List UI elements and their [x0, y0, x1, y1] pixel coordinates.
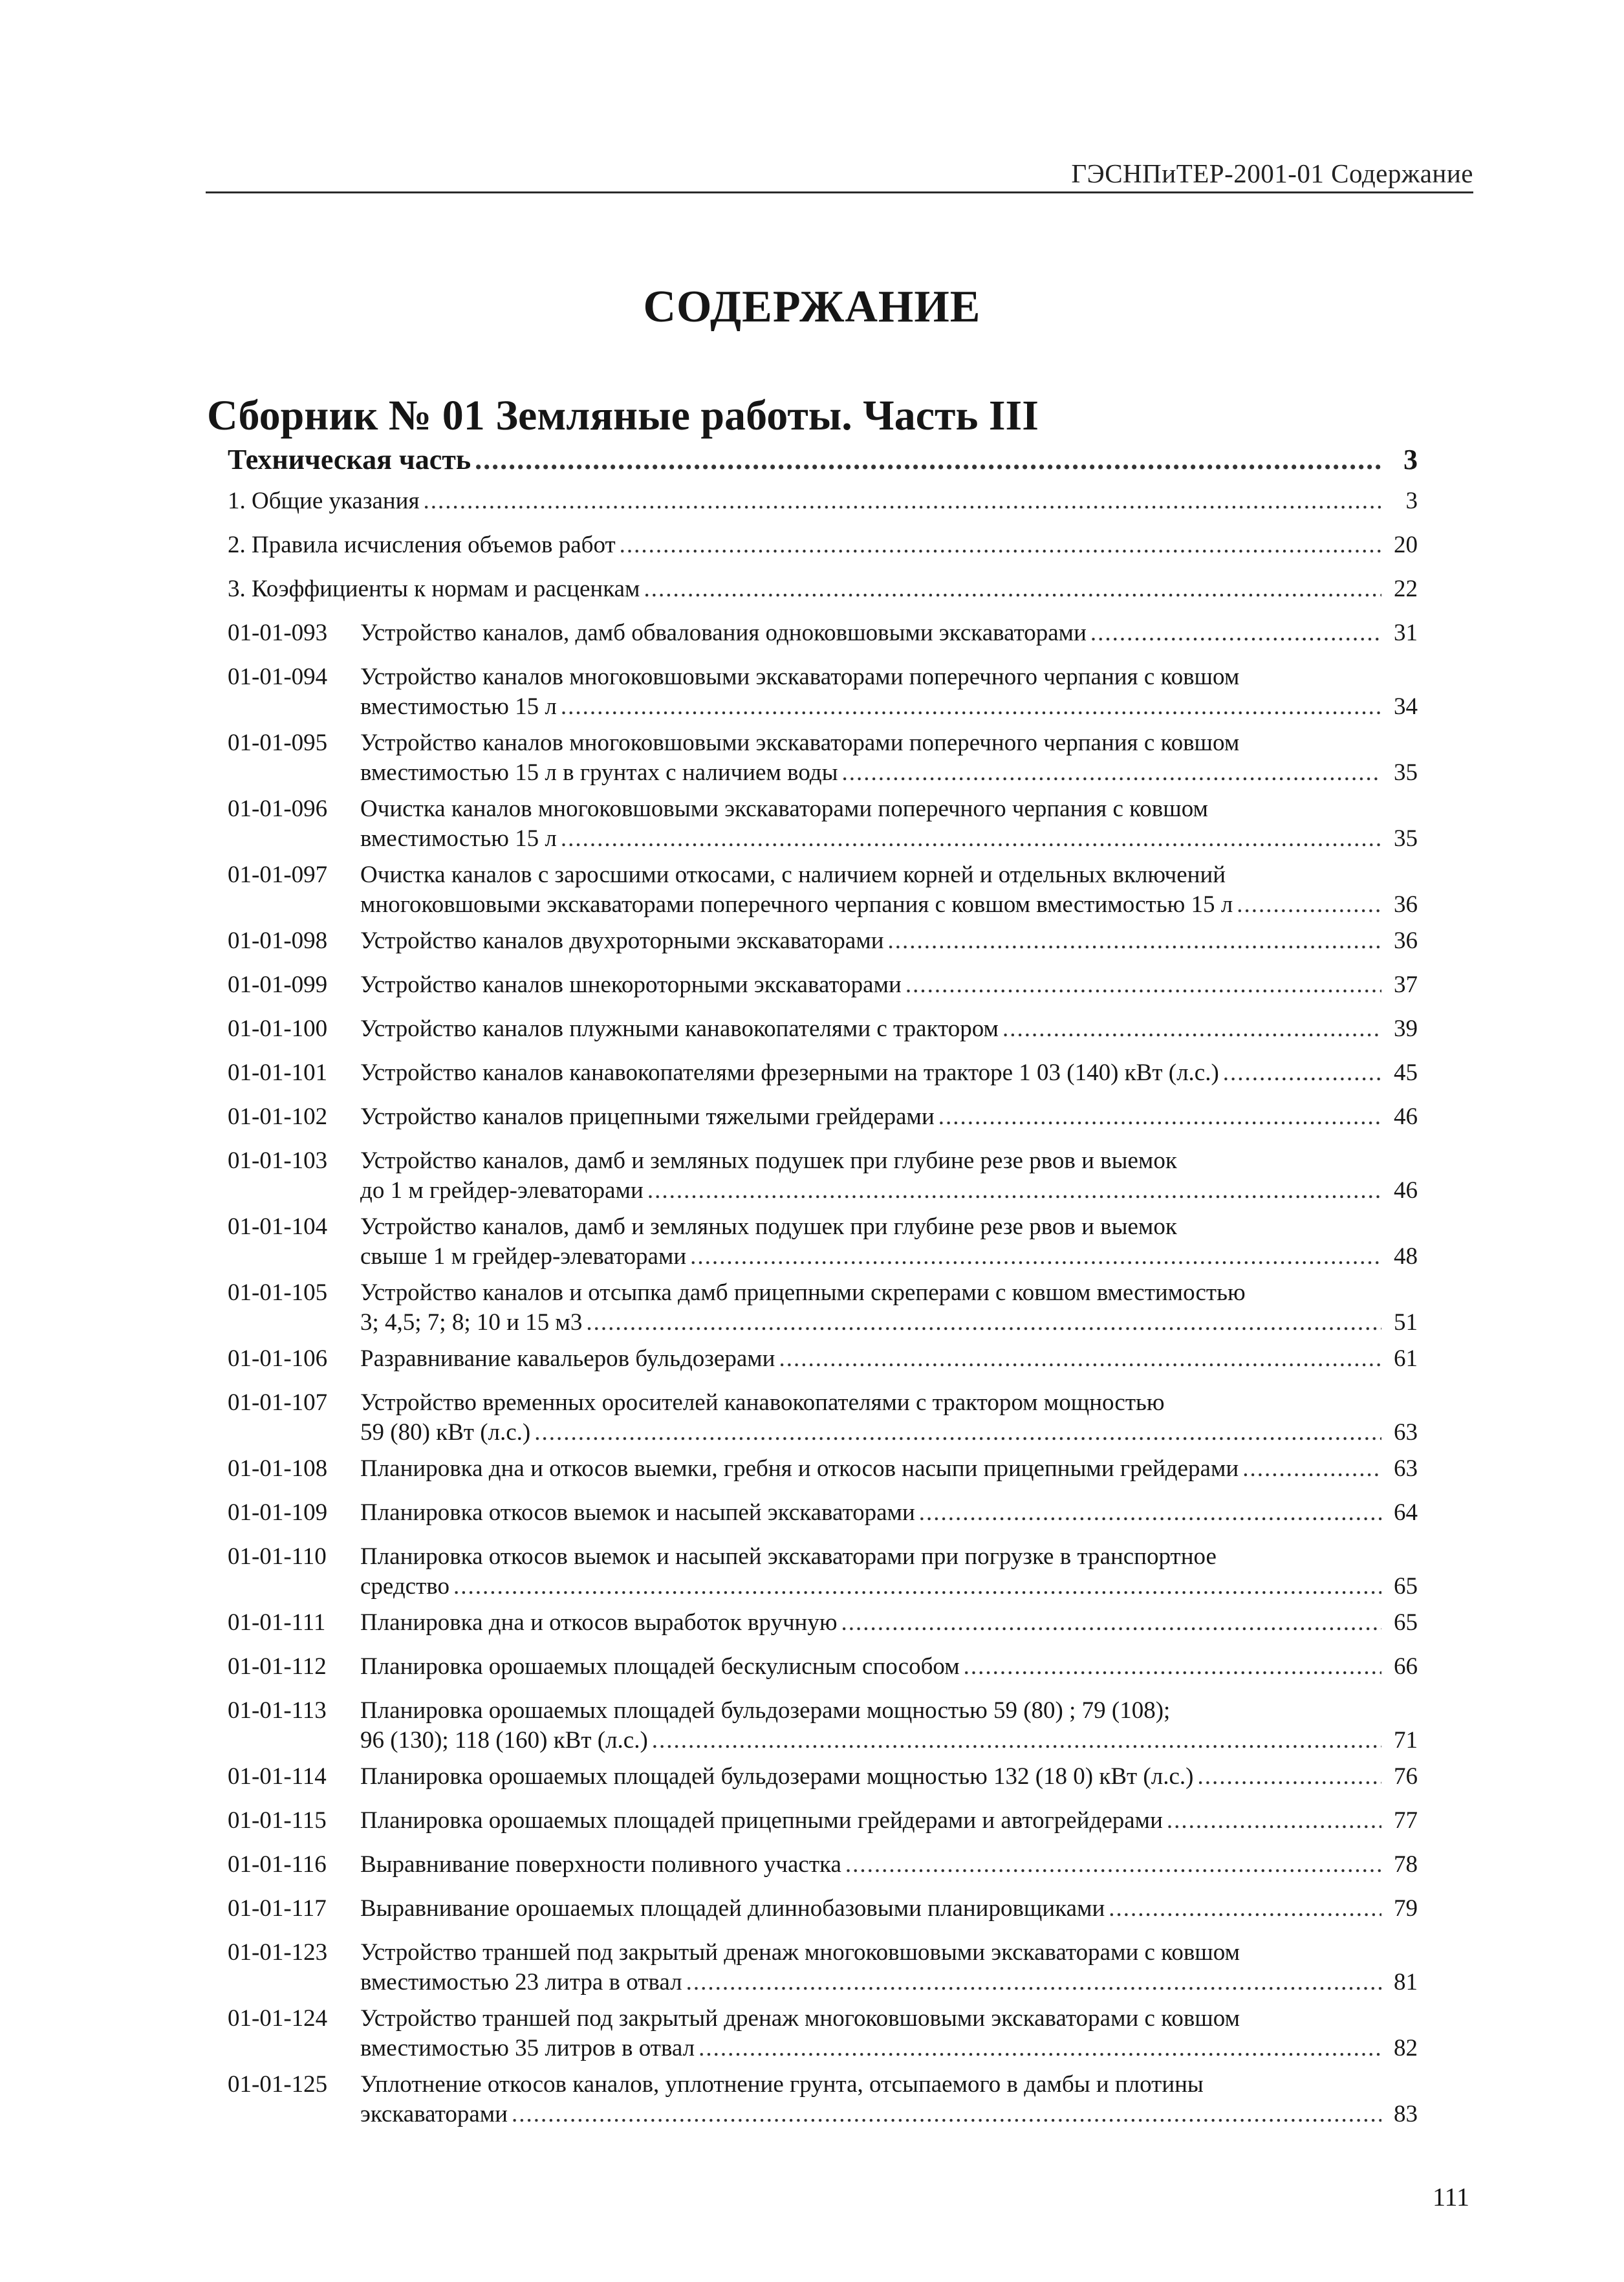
toc-page-number: 35: [1394, 759, 1418, 786]
dot-leader: [652, 1726, 1381, 1755]
toc-entry[interactable]: [228, 1542, 1418, 1608]
entry-title-line: Устройство каналов канавокопателями фрезерными на тракторе 1 03 (140) кВт (л.с.): [360, 1060, 1219, 1086]
entry-code: 01-01-093: [228, 620, 328, 646]
entry-title-line: свыше 1 м грейдер-элеваторами: [360, 1243, 687, 1270]
running-header: ГЭСНПиТЕР-2001-01 Содержание: [1071, 158, 1473, 188]
toc-page-number: 79: [1394, 1895, 1418, 1922]
dot-leader: [698, 2034, 1381, 2063]
toc-page-number: 65: [1394, 1573, 1418, 1600]
toc-page-number: 45: [1394, 1060, 1418, 1086]
collection-subtitle: Сборник № 01 Земляные работы. Часть III: [207, 392, 1039, 439]
entry-code: 01-01-115: [228, 1807, 327, 1834]
entry-code: 01-01-099: [228, 972, 328, 998]
toc-entry[interactable]: [228, 794, 1418, 860]
toc-entry[interactable]: [228, 1652, 1418, 1696]
entry-code: 01-01-105: [228, 1279, 328, 1306]
entry-title-line: Устройство траншей под закрытый дренаж многоковшовыми экскаваторами с ковшом: [360, 2005, 1240, 2032]
dot-leader: [1197, 1762, 1381, 1792]
entry-title-line: Планировка орошаемых площадей бескулисным способом: [360, 1653, 960, 1680]
entry-code: 01-01-101: [228, 1060, 328, 1086]
table-of-contents: [228, 445, 1418, 2136]
dot-leader: [841, 1608, 1382, 1638]
entry-code: 01-01-096: [228, 796, 328, 822]
entry-title-line: Уплотнение откосов каналов, уплотнение грунта, отсыпаемого в дамбы и плотины: [360, 2071, 1204, 2098]
dot-leader: [888, 926, 1381, 956]
entry-code: 01-01-104: [228, 1213, 328, 1240]
entry-title-line: Выравнивание поверхности поливного участка: [360, 1851, 841, 1878]
entry-code: 01-01-125: [228, 2071, 328, 2098]
toc-page-number: 66: [1394, 1653, 1418, 1680]
dot-leader: [1109, 1894, 1381, 1924]
toc-section-item[interactable]: [228, 530, 1418, 574]
entry-code: 01-01-116: [228, 1851, 327, 1878]
entry-title-line: экскаваторами: [360, 2101, 508, 2127]
dot-leader: [1090, 618, 1381, 648]
entry-code: 01-01-114: [228, 1763, 327, 1790]
entry-title-line: Очистка каналов с заросшими откосами, с наличием корней и отдельных включений: [360, 862, 1226, 888]
toc-page-number: 71: [1394, 1727, 1418, 1754]
toc-entry[interactable]: [228, 1014, 1418, 1058]
toc-page-number: 36: [1394, 891, 1418, 918]
toc-section-text: 3. Коэффициенты к нормам и расценкам: [228, 576, 640, 602]
toc-entry[interactable]: [228, 618, 1418, 662]
entry-code: 01-01-100: [228, 1016, 328, 1042]
toc-entry[interactable]: [228, 1102, 1418, 1146]
entry-title-line: многоковшовыми экскаваторами поперечного черпания с ковшом вместимостью 15 л: [360, 891, 1233, 918]
toc-entry[interactable]: [228, 1894, 1418, 1938]
entry-code: 01-01-094: [228, 664, 328, 690]
toc-page-number: 3: [1405, 488, 1418, 514]
toc-page-number: 3: [1403, 444, 1418, 475]
dot-leader: [644, 574, 1381, 604]
toc-page-number: 78: [1394, 1851, 1418, 1878]
entry-title-line: Устройство каналов прицепными тяжелыми грейдерами: [360, 1103, 935, 1130]
entry-title-line: Планировка дна и откосов выемки, гребня и откосов насыпи прицепными грейдерами: [360, 1455, 1239, 1482]
dot-leader: [1167, 1806, 1381, 1836]
dot-leader: [453, 1572, 1381, 1602]
toc-entry[interactable]: [228, 1344, 1418, 1388]
entry-title-line: 96 (130); 118 (160) кВт (л.с.): [360, 1727, 648, 1754]
dot-leader: [561, 824, 1381, 854]
toc-entry[interactable]: [228, 1146, 1418, 1212]
entry-title-line: Устройство временных оросителей канавокопателями с трактором мощностью: [360, 1389, 1165, 1416]
toc-page-number: 22: [1394, 576, 1418, 602]
dot-leader: [424, 486, 1381, 516]
dot-leader: [919, 1498, 1381, 1528]
dot-leader: [512, 2100, 1381, 2129]
dot-leader: [686, 1968, 1381, 1997]
entry-title-line: Устройство каналов многоковшовыми экскаваторами поперечного черпания с ковшом: [360, 664, 1240, 690]
toc-entry[interactable]: [228, 1850, 1418, 1894]
entry-title-line: вместимостью 35 литров в отвал: [360, 2035, 695, 2061]
toc-page-number: 76: [1394, 1763, 1418, 1790]
toc-page-number: 36: [1394, 928, 1418, 954]
technical-part-heading[interactable]: [228, 445, 1418, 486]
entry-title-line: Планировка откосов выемок и насыпей экскаваторами при погрузке в транспортное: [360, 1543, 1217, 1570]
entry-title-line: Устройство каналов шнекороторными экскаваторами: [360, 972, 902, 998]
toc-page-number: 46: [1394, 1177, 1418, 1204]
toc-heading-text: Техническая часть: [228, 444, 471, 475]
toc-page-number: 64: [1394, 1499, 1418, 1526]
toc-page-number: 65: [1394, 1609, 1418, 1636]
entry-title-line: Устройство каналов, дамб и земляных подушек при глубине резе рвов и выемок: [360, 1213, 1177, 1240]
toc-entry[interactable]: [228, 1608, 1418, 1652]
dot-leader: [1242, 1454, 1381, 1484]
toc-entry[interactable]: [228, 1938, 1418, 2004]
entry-code: 01-01-108: [228, 1455, 328, 1482]
toc-entry[interactable]: [228, 970, 1418, 1014]
toc-page-number: 61: [1394, 1345, 1418, 1372]
dot-leader: [845, 1850, 1381, 1880]
entry-title-line: Планировка орошаемых площадей прицепными грейдерами и автогрейдерами: [360, 1807, 1163, 1834]
entry-code: 01-01-098: [228, 928, 328, 954]
entry-code: 01-01-111: [228, 1609, 326, 1636]
dot-leader: [779, 1344, 1381, 1374]
entry-title-line: Устройство каналов, дамб и земляных подушек при глубине резе рвов и выемок: [360, 1147, 1177, 1174]
dot-leader: [690, 1242, 1381, 1272]
dot-leader: [964, 1652, 1381, 1682]
toc-entry[interactable]: [228, 860, 1418, 926]
toc-section-text: 1. Общие указания: [228, 488, 420, 514]
dot-leader: [586, 1308, 1381, 1338]
dot-leader: [1002, 1014, 1381, 1044]
header-rule: [206, 191, 1473, 193]
entry-code: 01-01-107: [228, 1389, 328, 1416]
entry-code: 01-01-097: [228, 862, 328, 888]
entry-title-line: вместимостью 15 л в грунтах с наличием воды: [360, 759, 838, 786]
entry-code: 01-01-110: [228, 1543, 327, 1570]
entry-title-line: Устройство траншей под закрытый дренаж многоковшовыми экскаваторами с ковшом: [360, 1939, 1240, 1966]
entry-title-line: Устройство каналов и отсыпка дамб прицепными скреперами с ковшом вместимостью: [360, 1279, 1246, 1306]
page-number: 111: [1433, 2182, 1470, 2211]
toc-page-number: 48: [1394, 1243, 1418, 1270]
toc-section-item[interactable]: [228, 486, 1418, 530]
entry-title-line: Планировка дна и откосов выработок вручную: [360, 1609, 838, 1636]
toc-page-number: 63: [1394, 1455, 1418, 1482]
toc-page-number: 20: [1394, 532, 1418, 558]
entry-title-line: Выравнивание орошаемых площадей длиннобазовыми планировщиками: [360, 1895, 1105, 1922]
toc-entry[interactable]: [228, 1454, 1418, 1498]
entry-code: 01-01-123: [228, 1939, 328, 1966]
entry-code: 01-01-113: [228, 1697, 327, 1724]
toc-page-number: 81: [1394, 1969, 1418, 1995]
toc-page-number: 39: [1394, 1016, 1418, 1042]
toc-entry[interactable]: [228, 1762, 1418, 1806]
toc-entry[interactable]: [228, 2004, 1418, 2070]
toc-page-number: 77: [1394, 1807, 1418, 1834]
toc-entry[interactable]: [228, 1696, 1418, 1762]
toc-page-number: 35: [1394, 825, 1418, 852]
toc-page-number: 31: [1394, 620, 1418, 646]
dot-leader: [938, 1102, 1381, 1132]
entry-title-line: Устройство каналов двухроторными экскаваторами: [360, 928, 884, 954]
dot-leader: [620, 530, 1381, 560]
toc-section-item[interactable]: [228, 574, 1418, 618]
entry-title-line: Планировка откосов выемок и насыпей экскаваторами: [360, 1499, 915, 1526]
toc-section-text: 2. Правила исчисления объемов работ: [228, 532, 616, 558]
toc-page-number: 83: [1394, 2101, 1418, 2127]
dot-leader: [561, 692, 1381, 722]
toc-page-number: 51: [1394, 1309, 1418, 1336]
toc-entry[interactable]: [228, 1212, 1418, 1278]
entry-code: 01-01-106: [228, 1345, 328, 1372]
dot-leader: [534, 1418, 1381, 1448]
entry-title-line: Устройство каналов, дамб обвалования одноковшовыми экскаваторами: [360, 620, 1087, 646]
toc-entry[interactable]: [228, 728, 1418, 794]
page-title: СОДЕРЖАНИЕ: [643, 282, 981, 332]
dot-leader: [647, 1176, 1381, 1206]
toc-page-number: 37: [1394, 972, 1418, 998]
entry-title-line: до 1 м грейдер-элеваторами: [360, 1177, 644, 1204]
toc-entry[interactable]: [228, 1058, 1418, 1102]
entry-title-line: 3; 4,5; 7; 8; 10 и 15 м3: [360, 1309, 583, 1336]
entry-title-line: Планировка орошаемых площадей бульдозерами мощностью 132 (18 0) кВт (л.с.): [360, 1763, 1194, 1790]
entry-code: 01-01-112: [228, 1653, 327, 1680]
entry-code: 01-01-109: [228, 1499, 328, 1526]
toc-entry[interactable]: [228, 1388, 1418, 1454]
entry-title-line: вместимостью 15 л: [360, 693, 557, 720]
toc-entry[interactable]: [228, 1498, 1418, 1542]
dot-leader: [475, 445, 1381, 475]
dot-leader: [905, 970, 1381, 1000]
entry-code: 01-01-117: [228, 1895, 327, 1922]
entry-title-line: Устройство каналов плужными канавокопателями с трактором: [360, 1016, 999, 1042]
dot-leader: [841, 758, 1381, 788]
entry-code: 01-01-102: [228, 1103, 328, 1130]
entry-title-line: 59 (80) кВт (л.с.): [360, 1419, 531, 1446]
entry-code: 01-01-095: [228, 730, 328, 756]
entry-code: 01-01-124: [228, 2005, 328, 2032]
entry-title-line: вместимостью 15 л: [360, 825, 557, 852]
toc-entry[interactable]: [228, 1806, 1418, 1850]
dot-leader: [1237, 890, 1381, 920]
entry-title-line: Очистка каналов многоковшовыми экскаваторами поперечного черпания с ковшом: [360, 796, 1208, 822]
entry-title-line: Разравнивание кавальеров бульдозерами: [360, 1345, 775, 1372]
toc-entry[interactable]: [228, 662, 1418, 728]
entry-title-line: средство: [360, 1573, 449, 1600]
toc-page-number: 46: [1394, 1103, 1418, 1130]
toc-page-number: 34: [1394, 693, 1418, 720]
entry-title-line: Устройство каналов многоковшовыми экскаваторами поперечного черпания с ковшом: [360, 730, 1240, 756]
entry-title-line: Планировка орошаемых площадей бульдозерами мощностью 59 (80) ; 79 (108);: [360, 1697, 1171, 1724]
toc-page-number: 63: [1394, 1419, 1418, 1446]
toc-entry[interactable]: [228, 926, 1418, 970]
toc-page-number: 82: [1394, 2035, 1418, 2061]
toc-entry[interactable]: [228, 2070, 1418, 2136]
entry-title-line: вместимостью 23 литра в отвал: [360, 1969, 682, 1995]
dot-leader: [1223, 1058, 1381, 1088]
entry-code: 01-01-103: [228, 1147, 328, 1174]
toc-entry[interactable]: [228, 1278, 1418, 1344]
